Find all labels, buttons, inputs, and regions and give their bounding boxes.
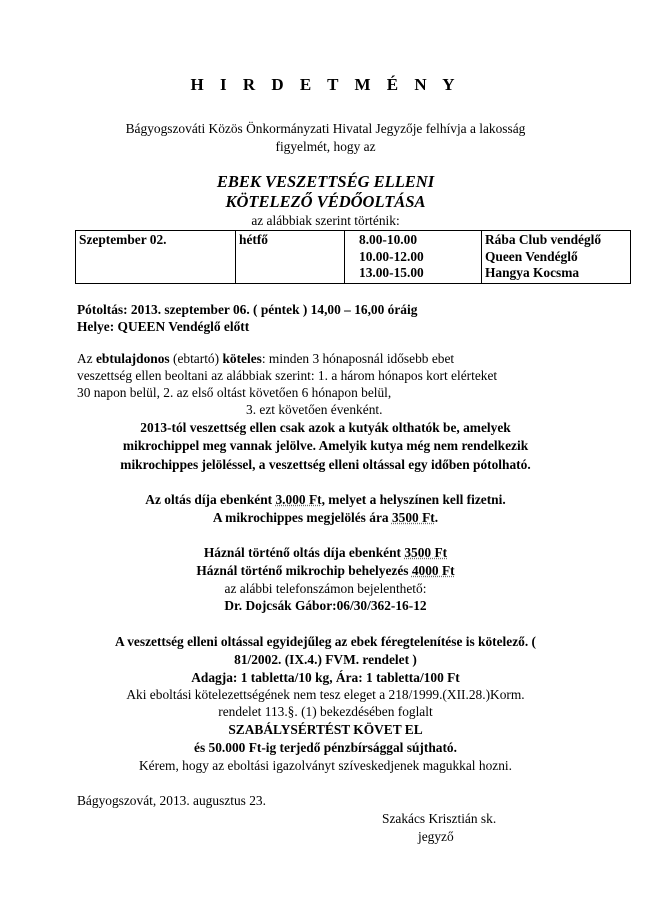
penalty-offense: SZABÁLYSÉRTÉST KÖVET EL — [228, 722, 423, 737]
penalty-line-2: rendelet 113.§. (1) bekezdésében foglalt — [218, 704, 433, 719]
schedule-date: Szeptember 02. — [76, 231, 236, 284]
schedule-times — [345, 231, 482, 284]
schedule-time: 13.00-15.00 — [359, 265, 424, 280]
fee-vaccination: Az oltás díja ebenként 3.000 Ft, melyet a helyszínen kell fizetni. — [145, 492, 506, 507]
rules-line-4: 3. ezt követően évenként. — [246, 402, 383, 417]
deworm-line-2: 81/2002. (IX.4.) FVM. rendelet ) — [234, 652, 417, 667]
deworm-line-1: A veszettség elleni oltással egyidejűleg az ebek féregtelenítése is kötelező. ( — [114, 634, 537, 649]
home-phone-note: az alábbi telefonszámon bejelenthető: — [224, 581, 427, 596]
document-date: Bágyogszovát, 2013. augusztus 23. — [77, 793, 266, 808]
home-vaccination-fee: Háznál történő oltás díja ebenként 3500 Ft — [203, 545, 448, 560]
schedule-place: Rába Club vendéglő — [485, 232, 602, 247]
obligation-term: köteles — [222, 351, 262, 366]
owner-term: ebtulajdonos — [95, 351, 170, 366]
vet-contact: Dr. Dojcsák Gábor:06/30/362-16-12 — [224, 598, 427, 613]
headline-line-2: KÖTELEZŐ VÉDŐOLTÁSA — [225, 192, 426, 211]
home-microchip-fee: Háznál történő mikrochip behelyezés 4000 Ft — [196, 563, 455, 578]
rules-line-3: 30 napon belül, 2. az első oltást követően 6 hónapon belül, — [77, 385, 392, 400]
fee-microchip: A mikrochippes megjelölés ára 3500 Ft. — [212, 510, 439, 525]
certificate-request: Kérem, hogy az eboltási igazolványt szíveskedjenek magukkal hozni. — [139, 758, 512, 773]
schedule-time: 8.00-10.00 — [359, 232, 418, 247]
makeup-date: Pótoltás: 2013. szeptember 06. ( péntek ) 14,00 – 16,00 óráig — [77, 302, 418, 317]
signer-name: Szakács Krisztián sk. — [382, 811, 497, 826]
penalty-fine: és 50.000 Ft-ig terjedő pénzbírsággal sújtható. — [194, 740, 457, 755]
schedule-day: hétfő — [236, 231, 345, 284]
deworm-dosage: Adagja: 1 tabletta/10 kg, Ára: 1 tabletta/100 Ft — [191, 670, 460, 685]
makeup-place: Helye: QUEEN Vendéglő előtt — [77, 319, 250, 334]
rules-line-1: Az ebtulajdonos (ebtartó) köteles: minden 3 hónaposnál idősebb ebet — [77, 351, 455, 366]
schedule-place: Hangya Kocsma — [485, 265, 580, 280]
signer-role: jegyző — [418, 829, 454, 844]
schedule-places — [482, 231, 631, 284]
chip-line-3: mikrochippes jelöléssel, a veszettség elleni oltással egy időben pótolható. — [120, 457, 531, 472]
table-row — [76, 231, 631, 284]
intro-line-1: Bágyogszováti Közös Önkormányzati Hivatal Jegyzője felhívja a lakosság — [125, 121, 526, 136]
chip-line-1: 2013-tól veszettség ellen csak azok a kutyák olthatók be, amelyek — [140, 420, 511, 435]
penalty-line-1: Aki eboltási kötelezettségének nem tesz eleget a 218/1999.(XII.28.)Korm. — [126, 687, 525, 702]
subline: az alábbiak szerint történik: — [251, 213, 400, 228]
headline-line-1: EBEK VESZETTSÉG ELLENI — [216, 172, 435, 191]
rules-line-2: veszettség ellen beoltani az alábbiak szerint: 1. a három hónapos kort elérteket — [77, 368, 498, 383]
chip-line-2: mikrochippel meg vannak jelölve. Amelyik kutya még nem rendelkezik — [122, 438, 529, 453]
intro-line-2: figyelmét, hogy az — [275, 139, 376, 154]
schedule-time: 10.00-12.00 — [359, 248, 424, 264]
schedule-place: Queen Vendéglő — [485, 248, 578, 264]
schedule-table — [75, 230, 631, 284]
notice-title: H I R D E T M É N Y — [190, 75, 461, 94]
